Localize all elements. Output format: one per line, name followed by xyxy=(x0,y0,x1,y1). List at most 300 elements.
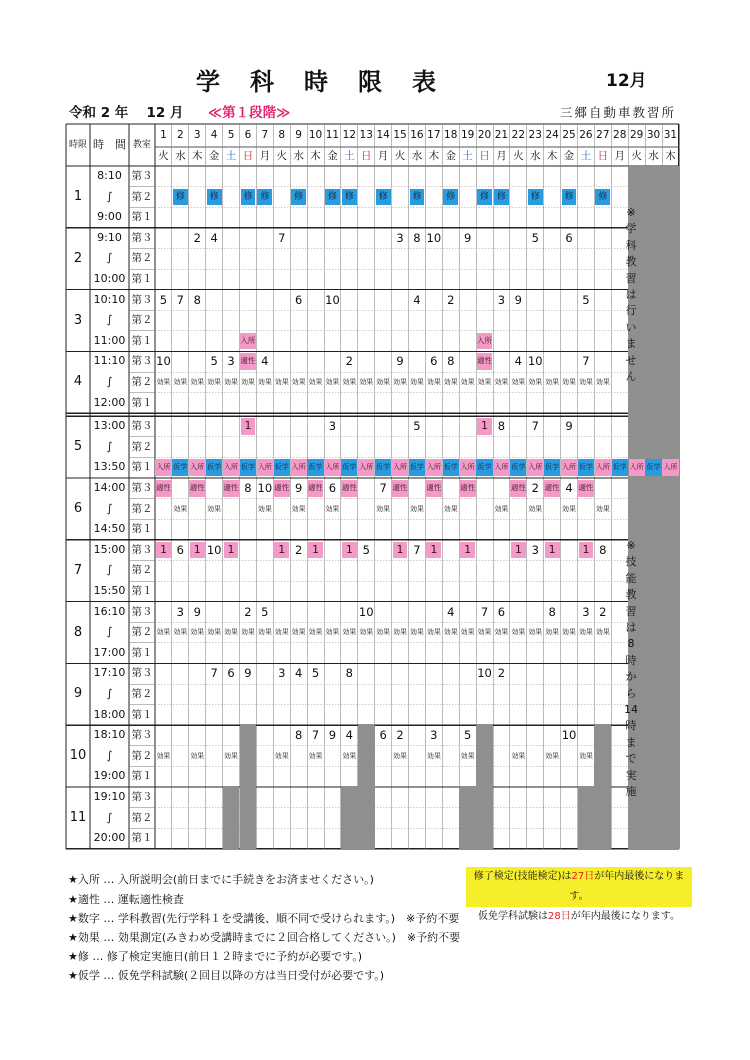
lesson-number: 3 xyxy=(430,728,438,743)
admission-chip: 入所 xyxy=(460,459,476,476)
effect-test-mark: 効果 xyxy=(342,378,357,386)
period-end-time: 12:00 xyxy=(93,395,126,409)
room-label: 第２ xyxy=(131,440,153,453)
notice-line-written: 仮免学科試験は28日が年内最後になります。 xyxy=(478,911,680,922)
room-label: 第１ xyxy=(131,770,153,783)
weekday-label: 火 xyxy=(631,150,642,162)
effect-test-mark: 効果 xyxy=(257,504,272,513)
provisional-exam-chip: 仮学 xyxy=(578,459,594,476)
effect-test-mark: 効果 xyxy=(528,504,543,513)
vertical-note-bottom: ※ 技 能 教 習 は 8 時 か ら 14 時 ま で 実 施 xyxy=(624,539,638,799)
day-number: 21 xyxy=(494,129,509,141)
room-label: 第１ xyxy=(131,646,153,659)
lesson-number: 6 xyxy=(565,230,573,245)
day-number: 20 xyxy=(477,129,492,141)
room-label: 第３ xyxy=(131,543,153,556)
effect-test-mark: 効果 xyxy=(325,504,340,513)
weekday-label: 土 xyxy=(344,150,355,162)
period-end-time: 17:00 xyxy=(93,645,126,659)
day-number: 6 xyxy=(244,129,252,141)
lesson-number: 3 xyxy=(531,542,539,557)
weekday-label: 日 xyxy=(479,150,490,162)
exam-day-chip: 修 xyxy=(173,189,188,206)
period-header: 時限 xyxy=(68,140,87,150)
period-separator: ∫ xyxy=(106,810,113,824)
admission-chip: 入所 xyxy=(223,459,239,476)
effect-test-mark: 効果 xyxy=(578,628,593,637)
lesson-number: 7 xyxy=(413,542,421,557)
event-chip: 適性 xyxy=(477,353,493,370)
room-label: 第２ xyxy=(131,190,153,203)
period-end-time: 9:00 xyxy=(97,210,122,224)
room-header: 教室 xyxy=(132,140,151,150)
weekday-label: 金 xyxy=(208,150,220,162)
effect-test-mark: 効果 xyxy=(190,378,205,386)
lesson-number: 10 xyxy=(325,292,340,307)
effect-test-mark: 効果 xyxy=(409,378,424,386)
lesson-number: 2 xyxy=(244,604,252,619)
provisional-exam-chip: 仮学 xyxy=(443,459,459,476)
lesson-number: 7 xyxy=(210,666,218,681)
effect-test-mark: 効果 xyxy=(477,378,492,386)
exam-day-chip: 修 xyxy=(477,189,492,206)
period-separator: ∫ xyxy=(106,375,113,388)
lesson-number: 2 xyxy=(599,604,607,619)
room-label: 第３ xyxy=(131,420,153,433)
day-number: 26 xyxy=(579,129,593,141)
lesson-number: 2 xyxy=(396,728,404,743)
provisional-exam-chip: 仮学 xyxy=(375,459,391,476)
lesson-number: 3 xyxy=(497,292,506,307)
weekday-label: 日 xyxy=(597,150,609,162)
closed-block xyxy=(240,725,257,849)
lesson-number: 9 xyxy=(244,666,252,681)
lesson-number: 8 xyxy=(244,481,252,495)
effect-test-mark: 効果 xyxy=(494,378,509,386)
effect-test-mark: 効果 xyxy=(359,628,374,637)
effect-test-mark: 効果 xyxy=(291,378,306,386)
event-chip: 適性 xyxy=(308,480,324,497)
day-number: 2 xyxy=(176,129,184,141)
room-label: 第１ xyxy=(131,334,153,347)
lesson-number: 6 xyxy=(379,728,387,743)
exam-day-chip: 修 xyxy=(342,189,357,206)
effect-test-mark: 効果 xyxy=(426,751,441,760)
day-number: 16 xyxy=(410,129,424,141)
period-separator: ∫ xyxy=(106,625,113,639)
effect-test-mark: 効果 xyxy=(224,378,239,386)
legend-item: ★修 … 修了検定実施日(前日１２時までに予約が必要です。) xyxy=(68,950,363,963)
day-number: 4 xyxy=(210,129,218,141)
day-number: 15 xyxy=(393,129,407,141)
admission-chip: 入所 xyxy=(358,459,374,476)
effect-test-mark: 効果 xyxy=(511,378,526,386)
period-end-time: 19:00 xyxy=(93,769,126,783)
lesson-number: 2 xyxy=(345,354,353,369)
lesson-number: 5 xyxy=(413,419,421,434)
room-label: 第３ xyxy=(131,791,153,803)
period-number: 11 xyxy=(69,810,87,825)
effect-test-mark: 効果 xyxy=(409,628,424,637)
lesson-number: 3 xyxy=(227,354,235,369)
lesson-number: 9 xyxy=(565,419,573,434)
effect-test-mark: 効果 xyxy=(376,378,391,386)
effect-test-mark: 効果 xyxy=(325,378,340,386)
lesson-number: 3 xyxy=(176,604,184,619)
lesson-number: 2 xyxy=(193,230,201,245)
effect-test-mark: 効果 xyxy=(460,628,475,637)
weekday-label: 木 xyxy=(191,150,203,162)
admission-chip: 入所 xyxy=(527,459,543,476)
period-end-time: 15:50 xyxy=(93,584,126,597)
period-number: 6 xyxy=(73,501,83,516)
legend-item: ★仮学 … 仮免学科試験(２回目以降の方は当日受付が必要です。) xyxy=(68,969,385,982)
lesson-number-chip: 1 xyxy=(190,542,205,559)
lesson-number: 4 xyxy=(345,728,353,743)
day-number: 27 xyxy=(596,129,610,141)
lesson-number: 8 xyxy=(599,542,607,557)
room-label: 第２ xyxy=(131,688,153,700)
day-number: 1 xyxy=(160,129,167,141)
effect-test-mark: 効果 xyxy=(511,628,526,637)
lesson-number: 4 xyxy=(514,354,522,369)
lesson-number: 9 xyxy=(294,481,303,495)
period-end-time: 14:50 xyxy=(93,522,126,536)
weekday-label: 水 xyxy=(411,150,423,162)
admission-chip: 入所 xyxy=(561,459,577,476)
lesson-number: 2 xyxy=(447,292,455,307)
legend-item: ★数字 … 学科教習(先行学科１を受講後、順不同で受けられます。) ※予約不要 xyxy=(68,912,460,925)
weekday-label: 木 xyxy=(546,150,558,162)
admission-chip: 入所 xyxy=(595,459,611,476)
weekday-label: 土 xyxy=(225,150,237,162)
room-label: 第１ xyxy=(131,211,153,224)
lesson-number: 9 xyxy=(328,728,337,743)
day-number: 7 xyxy=(261,129,269,141)
effect-test-mark: 効果 xyxy=(207,628,222,637)
closed-block xyxy=(476,725,493,849)
lesson-number: 8 xyxy=(447,354,455,369)
period-separator: ∫ xyxy=(106,189,113,203)
lesson-number: 6 xyxy=(497,604,506,619)
provisional-exam-chip: 仮学 xyxy=(307,459,323,476)
day-number: 3 xyxy=(193,129,201,141)
effect-test-mark: 効果 xyxy=(528,628,543,637)
weekday-label: 火 xyxy=(513,150,524,162)
provisional-exam-chip: 仮学 xyxy=(206,459,222,476)
period-separator: ∫ xyxy=(106,251,113,265)
lesson-number: 5 xyxy=(582,292,590,307)
room-label: 第１ xyxy=(131,585,153,597)
effect-test-mark: 効果 xyxy=(460,751,475,760)
effect-test-mark: 効果 xyxy=(443,628,458,637)
weekday-label: 木 xyxy=(428,150,440,162)
room-label: 第３ xyxy=(131,482,153,494)
period-end-time: 10:00 xyxy=(93,272,126,285)
effect-test-mark: 効果 xyxy=(224,628,239,637)
period-number: 9 xyxy=(73,686,83,702)
event-chip: 適性 xyxy=(392,480,408,497)
period-end-time: 13:50 xyxy=(93,460,126,474)
lesson-number: 2 xyxy=(497,666,506,681)
lesson-number: 8 xyxy=(497,419,506,434)
lesson-number: 4 xyxy=(447,604,455,619)
lesson-number: 10 xyxy=(358,604,374,619)
room-label: 第２ xyxy=(131,502,153,515)
effect-test-mark: 効果 xyxy=(595,378,610,386)
lesson-number: 4 xyxy=(210,230,218,245)
period-number: 8 xyxy=(73,624,83,640)
effect-test-mark: 効果 xyxy=(291,628,306,637)
period-separator: ∫ xyxy=(106,501,113,515)
effect-test-mark: 効果 xyxy=(545,628,560,637)
effect-test-mark: 効果 xyxy=(240,628,255,637)
provisional-exam-chip: 仮学 xyxy=(645,459,661,476)
day-number: 13 xyxy=(359,129,373,141)
legend-item: ★入所 … 入所説明会(前日までに手続きをお済ませください。) xyxy=(68,873,374,886)
notice-line-exam: 修了検定(技能検定)は27日が年内最後になります。 xyxy=(473,871,685,902)
admission-chip: 入所 xyxy=(257,459,273,476)
event-chip: 適性 xyxy=(544,480,560,497)
lesson-number: 10 xyxy=(561,728,577,743)
lesson-number: 4 xyxy=(294,666,303,681)
closed-block xyxy=(223,787,240,849)
weekday-label: 月 xyxy=(377,150,389,162)
event-chip: 適性 xyxy=(240,353,256,370)
weekday-label: 金 xyxy=(563,150,575,162)
lesson-number: 9 xyxy=(463,230,472,245)
event-chip: 適性 xyxy=(341,480,357,497)
admission-chip: 入所 xyxy=(392,459,408,476)
provisional-exam-chip: 仮学 xyxy=(240,459,256,476)
lesson-number: 4 xyxy=(565,481,573,495)
effect-test-mark: 効果 xyxy=(595,628,610,637)
effect-test-mark: 効果 xyxy=(156,628,171,637)
effect-test-mark: 効果 xyxy=(173,504,188,513)
lesson-number: 9 xyxy=(514,292,522,307)
stage-label: ≪第１段階≫ xyxy=(208,105,291,121)
room-label: 第３ xyxy=(131,231,153,244)
effect-test-mark: 効果 xyxy=(291,504,306,513)
period-number: 5 xyxy=(73,439,83,455)
period-start-time: 10:10 xyxy=(93,292,126,306)
effect-test-mark: 効果 xyxy=(274,751,289,760)
lesson-number: 8 xyxy=(294,728,303,743)
admission-chip: 入所 xyxy=(155,459,171,476)
lesson-number: 5 xyxy=(531,230,539,245)
closed-block xyxy=(358,725,375,849)
event-chip: 適性 xyxy=(189,480,205,497)
lesson-number-chip: 1 xyxy=(156,542,171,559)
lesson-number-chip: 1 xyxy=(274,542,289,559)
provisional-exam-chip: 仮学 xyxy=(510,459,526,476)
lesson-number: 9 xyxy=(193,604,201,619)
lesson-number: 9 xyxy=(396,354,404,369)
effect-test-mark: 効果 xyxy=(207,378,222,386)
lesson-number: 6 xyxy=(227,666,235,681)
period-start-time: 14:00 xyxy=(93,481,126,494)
lesson-number: 5 xyxy=(159,292,168,307)
room-label: 第２ xyxy=(131,626,153,639)
exam-day-chip: 修 xyxy=(207,189,222,206)
day-number: 22 xyxy=(511,129,526,141)
event-chip: 適性 xyxy=(426,480,442,497)
effect-test-mark: 効果 xyxy=(426,628,441,637)
effect-test-mark: 効果 xyxy=(393,628,408,637)
lesson-number: 7 xyxy=(582,354,590,369)
effect-test-mark: 効果 xyxy=(443,504,458,513)
weekday-label: 水 xyxy=(175,150,186,162)
effect-test-mark: 効果 xyxy=(409,504,424,513)
exam-day-chip: 修 xyxy=(410,189,425,206)
weekday-label: 土 xyxy=(462,150,473,162)
closed-block xyxy=(341,787,358,849)
weekday-label: 金 xyxy=(445,150,456,162)
vertical-note-top: ※ 学 科 教 習 は 行 い ま せ ん xyxy=(625,206,637,384)
day-number: 9 xyxy=(295,129,302,141)
admission-chip: 入所 xyxy=(662,459,678,476)
room-label: 第１ xyxy=(131,523,153,536)
lesson-number: 3 xyxy=(278,666,286,681)
effect-test-mark: 効果 xyxy=(595,504,610,513)
year-end-notice xyxy=(466,867,692,922)
admission-chip: 入所 xyxy=(324,459,340,476)
admission-chip: 入所 xyxy=(629,459,645,476)
effect-test-mark: 効果 xyxy=(342,751,357,760)
day-number: 28 xyxy=(613,129,627,141)
weekday-label: 火 xyxy=(394,150,406,162)
lesson-number: 5 xyxy=(463,728,472,743)
lesson-number: 4 xyxy=(261,354,269,369)
room-label: 第３ xyxy=(131,667,153,680)
weekday-label: 水 xyxy=(648,150,659,162)
lesson-number: 3 xyxy=(328,419,337,434)
room-label: 第２ xyxy=(131,376,153,388)
lesson-number: 8 xyxy=(548,604,556,619)
period-number: 3 xyxy=(73,312,83,328)
day-number: 25 xyxy=(562,129,576,141)
exam-day-chip: 修 xyxy=(528,189,543,206)
weekday-label: 水 xyxy=(293,150,304,162)
period-separator: ∫ xyxy=(106,313,113,327)
provisional-exam-chip: 仮学 xyxy=(544,459,560,476)
effect-test-mark: 効果 xyxy=(308,628,323,637)
effect-test-mark: 効果 xyxy=(325,628,340,637)
effect-test-mark: 効果 xyxy=(207,504,222,513)
lesson-number: 7 xyxy=(311,728,320,743)
lesson-number: 5 xyxy=(362,542,370,557)
effect-test-mark: 効果 xyxy=(190,751,205,760)
weekday-label: 水 xyxy=(529,150,541,162)
room-label: 第１ xyxy=(131,708,153,721)
period-start-time: 18:10 xyxy=(93,728,126,742)
lesson-number: 6 xyxy=(176,542,184,557)
weekday-label: 木 xyxy=(310,150,321,162)
closed-block xyxy=(459,787,476,849)
admission-chip: 入所 xyxy=(493,459,509,476)
day-number: 8 xyxy=(278,129,286,141)
period-end-time: 18:00 xyxy=(93,707,126,721)
period-number: 1 xyxy=(73,189,83,204)
effect-test-mark: 効果 xyxy=(562,504,577,513)
lesson-number: 10 xyxy=(156,354,171,369)
effect-test-mark: 効果 xyxy=(562,378,577,386)
lesson-number: 7 xyxy=(379,481,387,495)
period-number: 2 xyxy=(73,250,83,266)
room-label: 第１ xyxy=(131,396,153,409)
exam-day-chip: 修 xyxy=(376,189,391,206)
lesson-number: 5 xyxy=(311,666,320,681)
lesson-number-chip: 1 xyxy=(224,542,239,559)
effect-test-mark: 効果 xyxy=(443,378,458,386)
room-label: 第３ xyxy=(131,170,153,182)
day-number: 23 xyxy=(528,129,542,141)
lesson-number: 10 xyxy=(257,481,273,495)
effect-test-mark: 効果 xyxy=(376,504,391,513)
lesson-number-chip: 1 xyxy=(426,542,441,559)
effect-test-mark: 効果 xyxy=(578,378,593,386)
weekday-label: 月 xyxy=(259,150,271,162)
effect-test-mark: 効果 xyxy=(274,628,289,637)
lesson-number: 10 xyxy=(426,230,442,245)
legend-item: ★効果 … 効果測定(みきわめ受講時までに２回合格してください。) ※予約不要 xyxy=(68,931,461,944)
effect-test-mark: 効果 xyxy=(545,751,560,760)
lesson-number: 5 xyxy=(261,604,269,619)
day-number: 5 xyxy=(227,129,235,141)
period-number: 10 xyxy=(69,748,87,764)
weekday-label: 土 xyxy=(580,150,592,162)
lesson-number-chip: 1 xyxy=(241,418,256,435)
weekday-label: 月 xyxy=(496,150,507,162)
exam-day-chip: 修 xyxy=(494,189,509,206)
event-chip: 適性 xyxy=(578,480,594,497)
effect-test-mark: 効果 xyxy=(173,628,188,637)
event-chip: 入所 xyxy=(477,333,493,350)
effect-test-mark: 効果 xyxy=(376,628,391,637)
room-label: 第３ xyxy=(131,293,153,306)
admission-chip: 入所 xyxy=(426,459,442,476)
exam-day-chip: 修 xyxy=(562,189,577,206)
lesson-number: 6 xyxy=(430,354,438,369)
room-label: 第２ xyxy=(131,564,153,577)
effect-test-mark: 効果 xyxy=(393,751,408,760)
provisional-exam-chip: 仮学 xyxy=(612,459,628,476)
lesson-number: 8 xyxy=(413,230,421,245)
period-start-time: 15:00 xyxy=(93,542,126,556)
month-title: 12月 xyxy=(606,71,647,91)
effect-test-mark: 効果 xyxy=(156,751,171,760)
page-title: 学科時限表 xyxy=(196,68,466,96)
room-label: 第３ xyxy=(131,355,153,368)
effect-test-mark: 効果 xyxy=(359,378,374,386)
lesson-number-chip: 1 xyxy=(308,542,323,559)
effect-test-mark: 効果 xyxy=(578,751,593,760)
effect-test-mark: 効果 xyxy=(156,378,171,386)
provisional-exam-chip: 仮学 xyxy=(172,459,188,476)
exam-day-chip: 修 xyxy=(291,189,306,206)
admission-chip: 入所 xyxy=(291,459,307,476)
day-number: 12 xyxy=(342,129,357,141)
event-chip: 適性 xyxy=(156,480,172,497)
lesson-number-chip: 1 xyxy=(393,542,408,559)
day-number: 10 xyxy=(308,129,323,141)
lesson-number-chip: 1 xyxy=(477,418,492,435)
lesson-number: 10 xyxy=(206,542,222,557)
legend-item: ★適性 … 運転適性検査 xyxy=(68,893,184,906)
weekday-label: 金 xyxy=(327,150,338,162)
period-start-time: 9:10 xyxy=(97,230,122,244)
lesson-number: 5 xyxy=(210,354,218,369)
